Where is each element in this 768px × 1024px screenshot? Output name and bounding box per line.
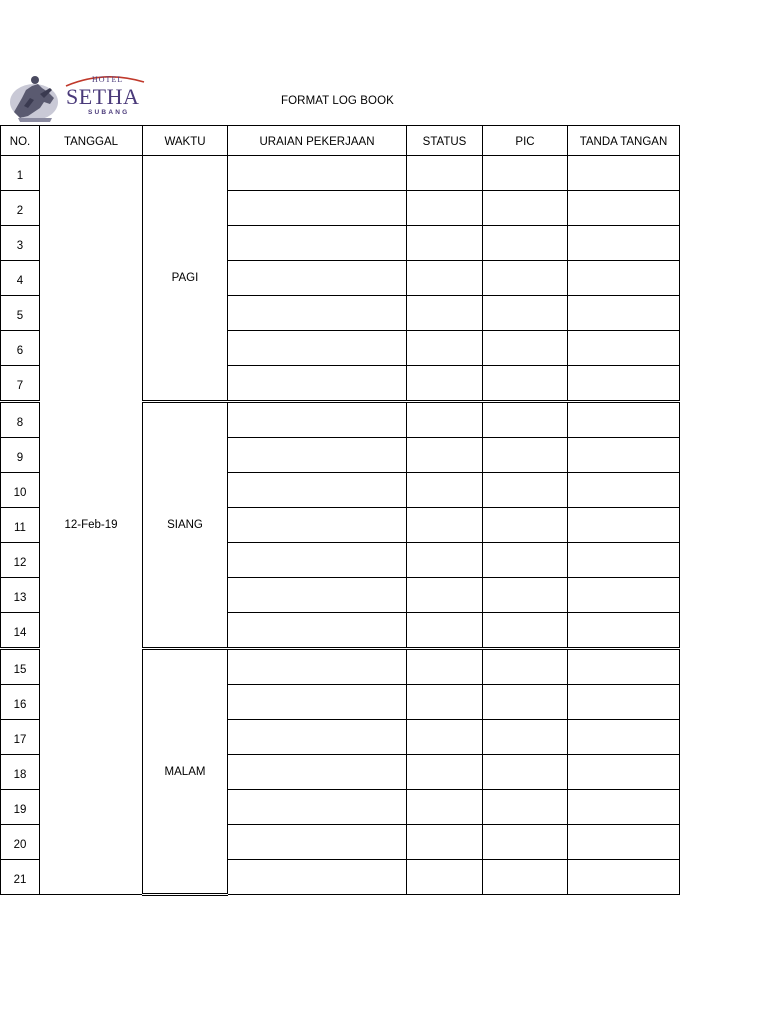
status-cell[interactable] xyxy=(407,649,483,685)
uraian-cell[interactable] xyxy=(228,543,407,578)
pic-cell[interactable] xyxy=(483,508,568,543)
row-number: 3 xyxy=(1,226,40,261)
row-number: 12 xyxy=(1,543,40,578)
status-cell[interactable] xyxy=(407,296,483,331)
row-number: 9 xyxy=(1,438,40,473)
row-number: 4 xyxy=(1,261,40,296)
status-cell[interactable] xyxy=(407,366,483,402)
row-number: 17 xyxy=(1,720,40,755)
tanda-tangan-cell[interactable] xyxy=(568,613,680,649)
uraian-cell[interactable] xyxy=(228,438,407,473)
uraian-cell[interactable] xyxy=(228,191,407,226)
tanda-tangan-cell[interactable] xyxy=(568,508,680,543)
pic-cell[interactable] xyxy=(483,156,568,191)
uraian-cell[interactable] xyxy=(228,649,407,685)
row-number: 20 xyxy=(1,825,40,860)
uraian-cell[interactable] xyxy=(228,790,407,825)
tanda-tangan-cell[interactable] xyxy=(568,825,680,860)
row-number: 14 xyxy=(1,613,40,649)
uraian-cell[interactable] xyxy=(228,613,407,649)
status-cell[interactable] xyxy=(407,860,483,895)
row-number: 10 xyxy=(1,473,40,508)
pic-cell[interactable] xyxy=(483,685,568,720)
tanda-tangan-cell[interactable] xyxy=(568,790,680,825)
uraian-cell[interactable] xyxy=(228,156,407,191)
row-number: 21 xyxy=(1,860,40,895)
uraian-cell[interactable] xyxy=(228,366,407,402)
pic-cell[interactable] xyxy=(483,261,568,296)
pic-cell[interactable] xyxy=(483,226,568,261)
row-number: 19 xyxy=(1,790,40,825)
table-header-row xyxy=(1,126,680,156)
row-number: 15 xyxy=(1,649,40,685)
uraian-cell[interactable] xyxy=(228,578,407,613)
tanda-tangan-cell[interactable] xyxy=(568,649,680,685)
row-number: 2 xyxy=(1,191,40,226)
col-header-pic: PIC xyxy=(483,126,568,156)
tanda-tangan-cell[interactable] xyxy=(568,331,680,366)
tanda-tangan-cell[interactable] xyxy=(568,438,680,473)
tanda-tangan-cell[interactable] xyxy=(568,685,680,720)
status-cell[interactable] xyxy=(407,790,483,825)
tanda-tangan-cell[interactable] xyxy=(568,191,680,226)
tanda-tangan-cell[interactable] xyxy=(568,261,680,296)
logo-text-setha: SETHA xyxy=(66,84,140,109)
col-header-waktu: WAKTU xyxy=(143,126,228,156)
uraian-cell[interactable] xyxy=(228,755,407,790)
pic-cell[interactable] xyxy=(483,613,568,649)
row-number: 18 xyxy=(1,755,40,790)
logo-text-hotel: HOTEL xyxy=(92,75,124,84)
waktu-cell-malam: MALAM xyxy=(143,649,228,895)
status-cell[interactable] xyxy=(407,578,483,613)
uraian-cell[interactable] xyxy=(228,825,407,860)
tanda-tangan-cell[interactable] xyxy=(568,226,680,261)
waktu-cell-siang: SIANG xyxy=(143,402,228,649)
row-number: 8 xyxy=(1,402,40,438)
statue-icon xyxy=(10,76,58,122)
log-book-table xyxy=(0,125,680,896)
tanda-tangan-cell[interactable] xyxy=(568,578,680,613)
status-cell[interactable] xyxy=(407,331,483,366)
status-cell[interactable] xyxy=(407,191,483,226)
pic-cell[interactable] xyxy=(483,473,568,508)
row-number: 7 xyxy=(1,366,40,402)
pic-cell[interactable] xyxy=(483,438,568,473)
uraian-cell[interactable] xyxy=(228,261,407,296)
tanda-tangan-cell[interactable] xyxy=(568,296,680,331)
logo-text-subang: SUBANG xyxy=(88,109,130,116)
status-cell[interactable] xyxy=(407,613,483,649)
pic-cell[interactable] xyxy=(483,790,568,825)
tanda-tangan-cell[interactable] xyxy=(568,366,680,402)
status-cell[interactable] xyxy=(407,825,483,860)
tanda-tangan-cell[interactable] xyxy=(568,755,680,790)
row-number: 11 xyxy=(1,508,40,543)
pic-cell[interactable] xyxy=(483,402,568,438)
uraian-cell[interactable] xyxy=(228,296,407,331)
status-cell[interactable] xyxy=(407,473,483,508)
uraian-cell[interactable] xyxy=(228,860,407,895)
status-cell[interactable] xyxy=(407,261,483,296)
status-cell[interactable] xyxy=(407,438,483,473)
tanda-tangan-cell[interactable] xyxy=(568,543,680,578)
status-cell[interactable] xyxy=(407,755,483,790)
uraian-cell[interactable] xyxy=(228,473,407,508)
pic-cell[interactable] xyxy=(483,825,568,860)
col-header-uraian: URAIAN PEKERJAAN xyxy=(228,126,407,156)
col-header-tanggal: TANGGAL xyxy=(40,126,143,156)
pic-cell[interactable] xyxy=(483,543,568,578)
pic-cell[interactable] xyxy=(483,191,568,226)
status-cell[interactable] xyxy=(407,402,483,438)
status-cell[interactable] xyxy=(407,226,483,261)
uraian-cell[interactable] xyxy=(228,685,407,720)
row-number: 16 xyxy=(1,685,40,720)
pic-cell[interactable] xyxy=(483,720,568,755)
row-number: 6 xyxy=(1,331,40,366)
tanda-tangan-cell[interactable] xyxy=(568,473,680,508)
pic-cell[interactable] xyxy=(483,366,568,402)
uraian-cell[interactable] xyxy=(228,331,407,366)
pic-cell[interactable] xyxy=(483,860,568,895)
status-cell[interactable] xyxy=(407,156,483,191)
waktu-cell-pagi: PAGI xyxy=(143,156,228,402)
tanggal-cell: 12-Feb-19 xyxy=(40,156,143,895)
col-header-no: NO. xyxy=(1,126,40,156)
status-cell[interactable] xyxy=(407,720,483,755)
uraian-cell[interactable] xyxy=(228,720,407,755)
tanda-tangan-cell[interactable] xyxy=(568,860,680,895)
row-number: 5 xyxy=(1,296,40,331)
status-cell[interactable] xyxy=(407,508,483,543)
pic-cell[interactable] xyxy=(483,578,568,613)
tanda-tangan-cell[interactable] xyxy=(568,156,680,191)
hotel-logo xyxy=(4,68,154,124)
pic-cell[interactable] xyxy=(483,755,568,790)
pic-cell[interactable] xyxy=(483,296,568,331)
status-cell[interactable] xyxy=(407,685,483,720)
uraian-cell[interactable] xyxy=(228,402,407,438)
uraian-cell[interactable] xyxy=(228,508,407,543)
row-number: 13 xyxy=(1,578,40,613)
tanda-tangan-cell[interactable] xyxy=(568,402,680,438)
uraian-cell[interactable] xyxy=(228,226,407,261)
page-title: FORMAT LOG BOOK xyxy=(281,95,394,107)
col-header-tanda-tangan: TANDA TANGAN xyxy=(568,126,680,156)
pic-cell[interactable] xyxy=(483,649,568,685)
table-row xyxy=(1,156,680,191)
col-header-status: STATUS xyxy=(407,126,483,156)
pic-cell[interactable] xyxy=(483,331,568,366)
status-cell[interactable] xyxy=(407,543,483,578)
tanda-tangan-cell[interactable] xyxy=(568,720,680,755)
row-number: 1 xyxy=(1,156,40,191)
